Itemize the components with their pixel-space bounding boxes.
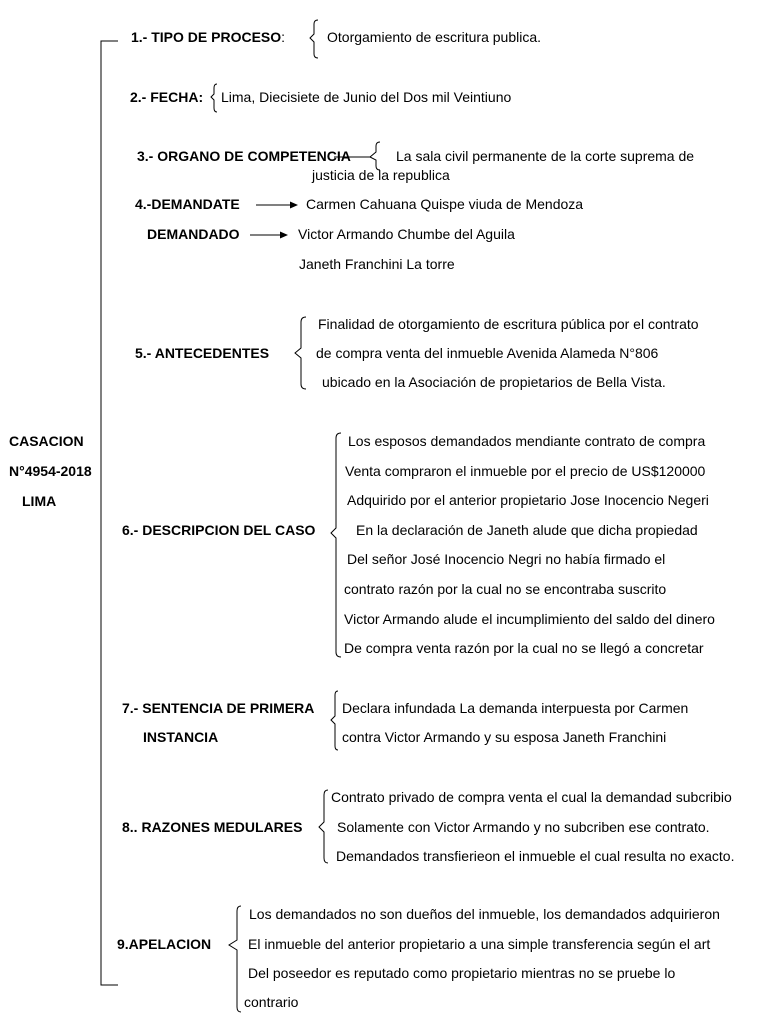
- descripcion-line-3: Adquirido por el anterior propietario Jose Inocencio Negeri: [347, 492, 709, 508]
- value-demandante: Carmen Cahuana Quispe viuda de Mendoza: [306, 196, 584, 212]
- bracket-organo: [370, 142, 380, 170]
- antecedentes-line-2: de compra venta del inmueble Avenida Alameda N°806: [316, 345, 659, 361]
- apelacion-line-1: Los demandados no son dueños del inmueble, los demandados adquirieron: [249, 906, 720, 922]
- antecedentes-line-3: ubicado en la Asociación de propietarios de Bella Vista.: [322, 374, 666, 390]
- apelacion-line-2: El inmueble del anterior propietario a una simple transferencia según el art: [248, 936, 711, 952]
- label-demandado: DEMANDADO: [147, 226, 240, 242]
- label-sentencia-1: 7.- SENTENCIA DE PRIMERA: [122, 700, 315, 716]
- descripcion-line-7: Victor Armando alude el incumplimiento del saldo del dinero: [344, 611, 715, 627]
- bracket-apelacion: [229, 906, 241, 1012]
- apelacion-line-4: contrario: [244, 994, 299, 1010]
- bracket-descripcion: [331, 433, 341, 657]
- sentencia-line-2: contra Victor Armando y su esposa Janeth Franchini: [342, 729, 667, 745]
- value-tipo-proceso: Otorgamiento de escritura publica.: [327, 29, 541, 45]
- descripcion-line-5: Del señor José Inocencio Negri no había firmado el: [347, 551, 666, 567]
- value-organo-line1: La sala civil permanente de la corte suprema de: [396, 148, 695, 164]
- case-title: CASACION: [9, 433, 84, 449]
- bracket-tipo: [310, 20, 318, 58]
- value-fecha: Lima, Diecisiete de Junio del Dos mil Veintiuno: [221, 89, 512, 105]
- razones-line-1: Contrato privado de compra venta el cual la demandad subcribio: [331, 789, 732, 805]
- descripcion-line-2: Venta compraron el inmueble por el precio de US$120000: [345, 463, 706, 479]
- bracket-fecha: [211, 84, 217, 112]
- label-organo: 3.- ORGANO DE COMPETENCIA: [137, 148, 351, 164]
- arrowhead-demandante: [290, 202, 298, 209]
- label-demandante: 4.-DEMANDATE: [135, 196, 240, 212]
- razones-line-3: Demandados transfierieon el inmueble el cual resulta no exacto.: [336, 848, 735, 864]
- arrowhead-demandado: [280, 232, 288, 239]
- value-organo-line2: justicia de la republica: [312, 167, 450, 183]
- descripcion-line-1: Los esposos demandados mendiante contrato de compra: [348, 433, 706, 449]
- label-apelacion: 9.APELACION: [117, 936, 212, 952]
- label-descripcion: 6.- DESCRIPCION DEL CASO: [122, 522, 316, 538]
- label-sentencia-2: INSTANCIA: [143, 729, 219, 745]
- main-bracket: [101, 41, 118, 985]
- descripcion-line-6: contrato razón por la cual no se encontraba suscrito: [344, 581, 667, 597]
- label-antecedentes: 5.- ANTECEDENTES: [135, 345, 270, 361]
- apelacion-line-3: Del poseedor es reputado como propietario mientras no se pruebe lo: [248, 965, 676, 981]
- value-demandado-1: Victor Armando Chumbe del Aguila: [298, 226, 515, 242]
- bracket-razones: [319, 790, 328, 863]
- sentencia-line-1: Declara infundada La demanda interpuesta por Carmen: [342, 700, 689, 716]
- descripcion-line-4: En la declaración de Janeth alude que dicha propiedad: [356, 522, 698, 538]
- razones-line-2: Solamente con Victor Armando y no subcriben ese contrato.: [337, 819, 710, 835]
- antecedentes-line-1: Finalidad de otorgamiento de escritura pública por el contrato: [318, 316, 699, 332]
- label-tipo-proceso: 1.- TIPO DE PROCESO:: [131, 29, 286, 45]
- case-location: LIMA: [22, 493, 57, 509]
- bracket-antecedentes: [295, 317, 306, 389]
- label-razones: 8.. RAZONES MEDULARES: [122, 819, 303, 835]
- label-fecha: 2.- FECHA:: [130, 89, 204, 105]
- case-number: N°4954-2018: [9, 463, 92, 479]
- descripcion-line-8: De compra venta razón por la cual no se llegó a concretar: [344, 640, 704, 656]
- bracket-sentencia: [331, 691, 338, 750]
- value-demandado-2: Janeth Franchini La torre: [299, 256, 455, 272]
